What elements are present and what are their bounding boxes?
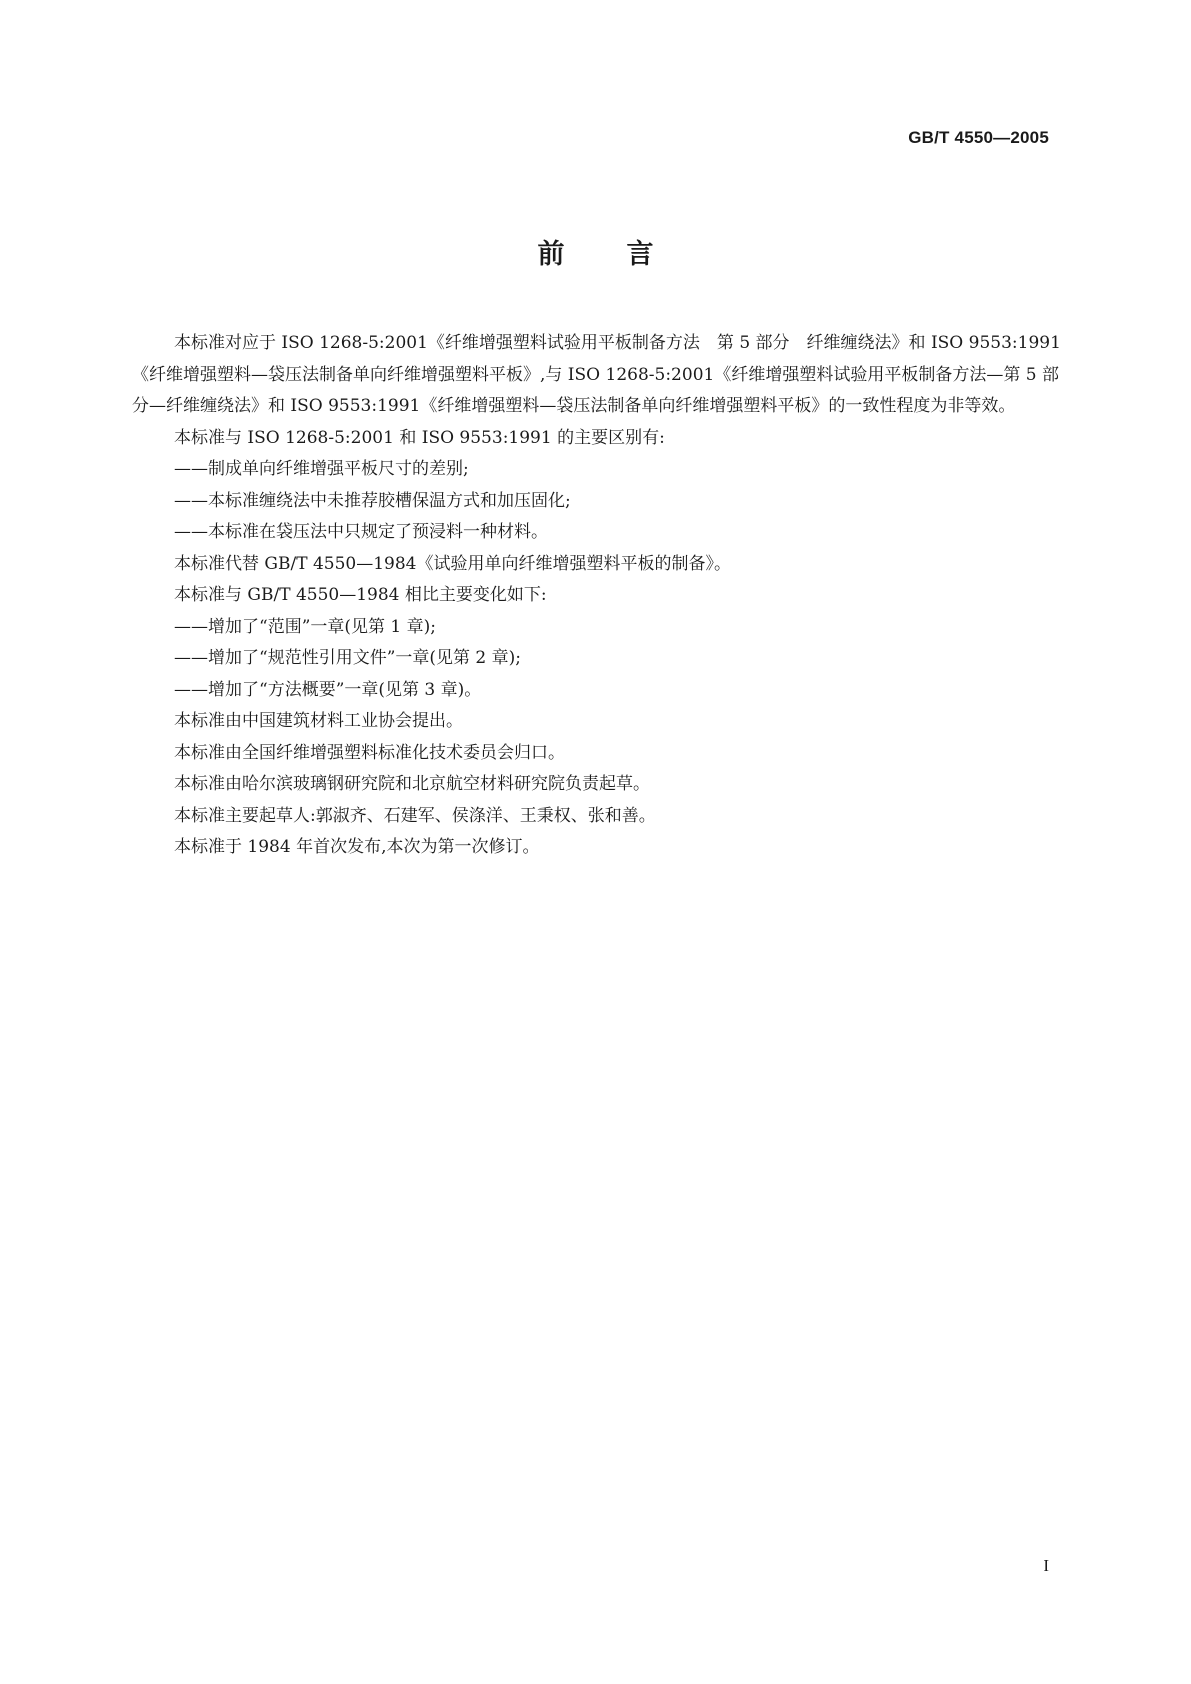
change-item: ——增加了“规范性引用文件”一章(见第 2 章); — [174, 648, 521, 668]
paragraph-changes-intro: 本标准与 GB/T 4550—1984 相比主要变化如下: — [174, 585, 547, 605]
title-char-2: 言 — [626, 239, 654, 270]
paragraph-drafting-org: 本标准由哈尔滨玻璃钢研究院和北京航空材料研究院负责起草。 — [174, 774, 650, 794]
title-char-1: 前 — [537, 239, 565, 270]
change-item: ——增加了“范围”一章(见第 1 章); — [174, 616, 436, 637]
difference-item: ——本标准在袋压法中只规定了预浸料一种材料。 — [174, 522, 548, 542]
paragraph-replaces: 本标准代替 GB/T 4550—1984《试验用单向纤维增强塑料平板的制备》。 — [174, 553, 731, 574]
foreword-body — [132, 328, 1062, 864]
paragraph-differences-intro: 本标准与 ISO 1268-5:2001 和 ISO 9553:1991 的主要区别有: — [174, 427, 665, 448]
paragraph-committee: 本标准由全国纤维增强塑料标准化技术委员会归口。 — [174, 742, 565, 763]
paragraph-drafters: 本标准主要起草人:郭淑齐、石建军、侯涤洋、王秉权、张和善。 — [174, 805, 656, 826]
paragraph-correspondence: 本标准对应于 ISO 1268-5:2001《纤维增强塑料试验用平板制备方法 第 5 部分 纤维缠绕法》和 ISO 9553:1991《纤维增强塑料—袋压法制备单向纤维增强塑料平板》,与 ISO 1268-5:2001《纤维增强塑料试验用平板制备方法—第 5 部分—纤维缠绕法》和 ISO 9553:1991《纤维增强塑料—袋压法制备单向纤维增强塑料平板》的一致性程度为非等效。 — [132, 333, 1061, 416]
page-title — [0, 232, 1191, 271]
standard-code: GB/T 4550—2005 — [908, 128, 1049, 147]
page-number: I — [1043, 1556, 1049, 1575]
paragraph-history: 本标准于 1984 年首次发布,本次为第一次修订。 — [174, 837, 540, 857]
difference-item: ——制成单向纤维增强平板尺寸的差别; — [174, 459, 469, 479]
change-item: ——增加了“方法概要”一章(见第 3 章)。 — [174, 679, 482, 700]
difference-item: ——本标准缠绕法中未推荐胶槽保温方式和加压固化; — [174, 490, 571, 511]
paragraph-proposer: 本标准由中国建筑材料工业协会提出。 — [174, 711, 463, 731]
